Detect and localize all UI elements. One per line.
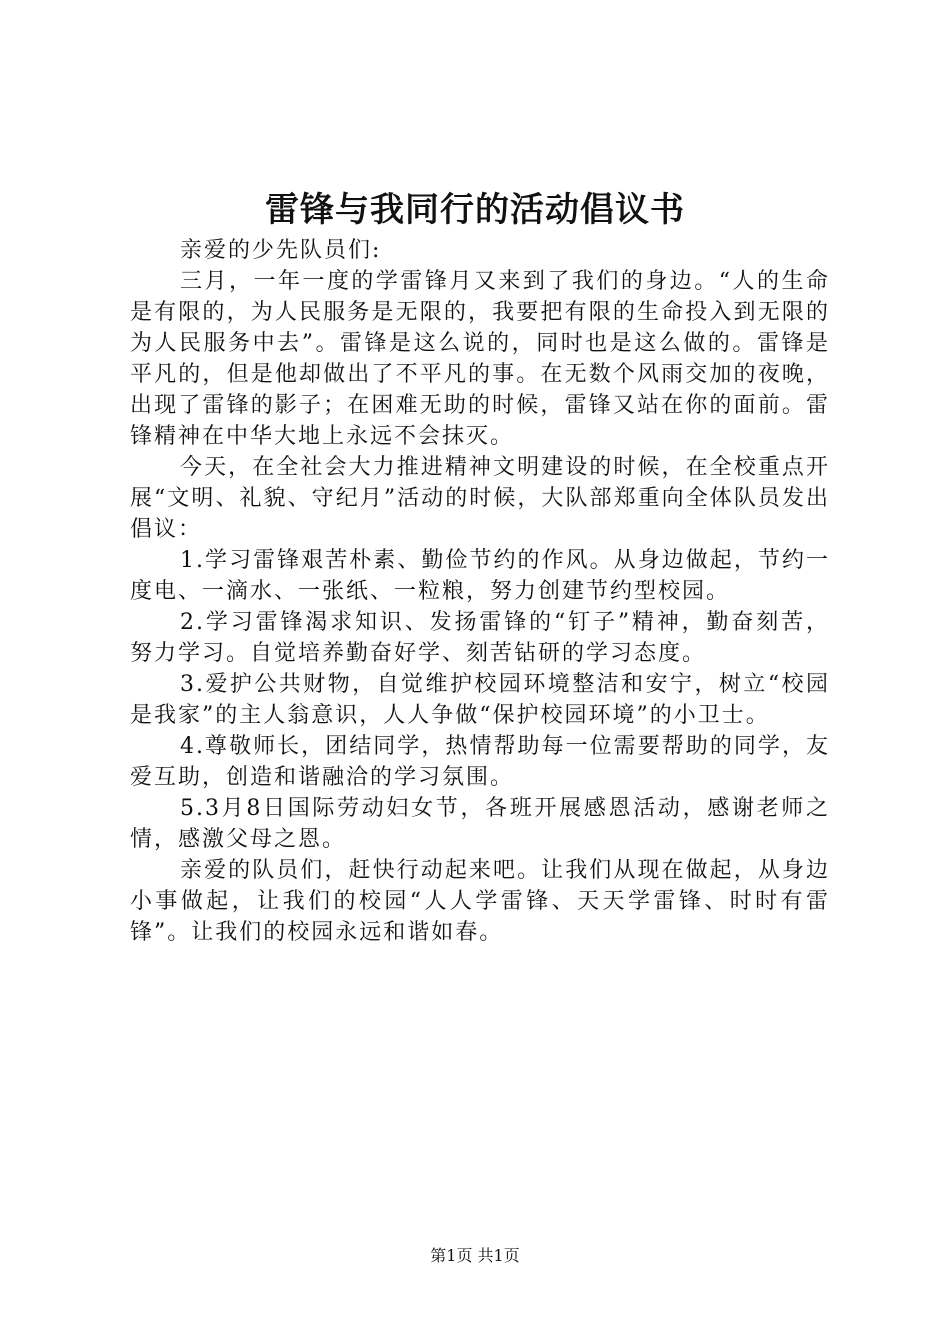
page-number-footer: 第1页 共1页	[430, 1246, 520, 1265]
body-paragraph: 今天，在全社会大力推进精神文明建设的时候，在全校重点开展“文明、礼貌、守纪月”活动的时候，大队部郑重向全体队员发出倡议：	[130, 455, 830, 542]
closing-paragraph: 亲爱的队员们，赶快行动起来吧。让我们从现在做起，从身边小事做起，让我们的校园“人人学雷锋、天天学雷锋、时时有雷锋”。让我们的校园永远和谐如春。	[130, 858, 830, 945]
salutation: 亲爱的少先队员们:	[180, 238, 382, 263]
proposal-item: 3.爱护公共财物，自觉维护校园环境整洁和安宁，树立“校园是我家”的主人翁意识，人人争做“保护校园环境”的小卫士。	[130, 672, 830, 728]
proposal-item: 1.学习雷锋艰苦朴素、勤俭节约的作风。从身边做起，节约一度电、一滴水、一张纸、一粒粮，努力创建节约型校园。	[130, 548, 830, 604]
proposal-item: 2.学习雷锋渴求知识、发扬雷锋的“钉子”精神，勤奋刻苦，努力学习。自觉培养勤奋好学、刻苦钻研的学习态度。	[130, 610, 830, 666]
document-title: 雷锋与我同行的活动倡议书	[265, 190, 685, 230]
proposal-item: 4.尊敬师长，团结同学，热情帮助每一位需要帮助的同学，友爱互助，创造和谐融洽的学习氛围。	[130, 734, 830, 790]
body-paragraph: 三月，一年一度的学雷锋月又来到了我们的身边。“人的生命是有限的，为人民服务是无限的，我要把有限的生命投入到无限的为人民服务中去”。雷锋是这么说的，同时也是这么做的。雷锋是平凡的，但是他却做出了不平凡的事。在无数个风雨交加的夜晚，出现了雷锋的影子；在困难无助的时候，雷锋又站在你的面前。雷锋精神在中华大地上永远不会抹灭。	[130, 269, 830, 449]
document-body	[130, 235, 830, 948]
proposal-item: 5.3月8日国际劳动妇女节，各班开展感恩活动，感谢老师之情，感激父母之恩。	[130, 796, 830, 852]
